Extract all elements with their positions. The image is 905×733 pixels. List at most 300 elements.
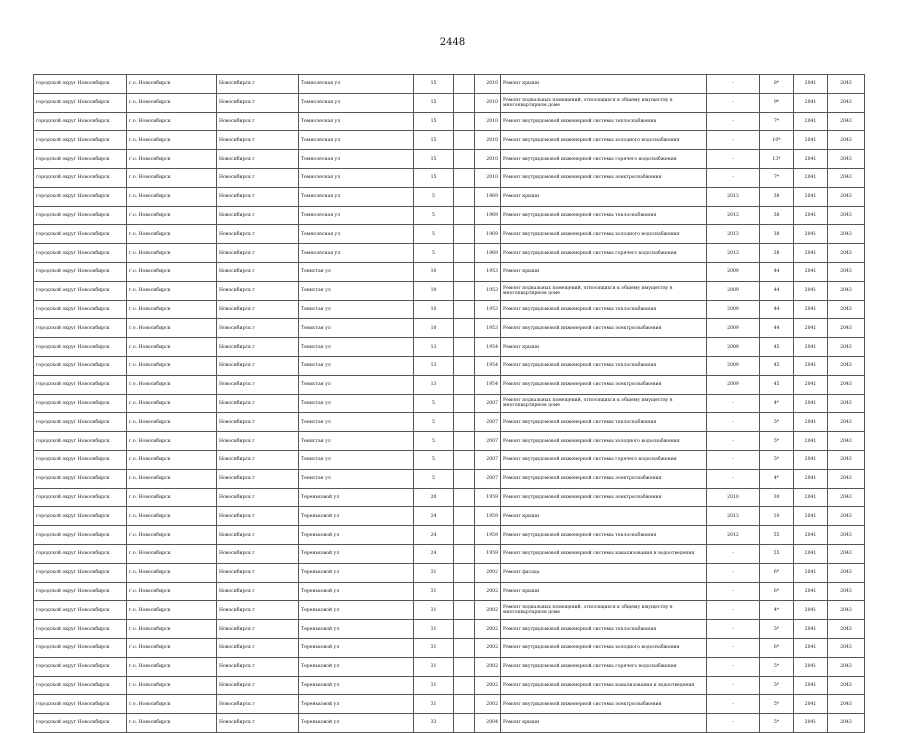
cell-build-year: 2010 [475,93,501,112]
cell-street: Тенистая ул [299,450,414,469]
cell-house: 10 [414,281,454,300]
cell-service-term: 5* [760,450,794,469]
cell-street: Темнолесная ул [299,244,414,263]
cell-house: 15 [414,131,454,150]
cell-building [454,394,475,413]
cell-city: г.о. Новосибирск [127,620,217,639]
cell-period-start: 2041 [794,281,828,300]
table-row [34,300,865,319]
cell-last-repair-year: - [707,544,760,563]
cell-okrug: городской округ Новосибирск [34,375,127,394]
cell-last-repair-year: - [707,638,760,657]
cell-settlement: Новосибирск г [217,375,299,394]
cell-okrug: городской округ Новосибирск [34,676,127,695]
cell-period-end: 2043 [828,281,865,300]
cell-city: г.о. Новосибирск [127,450,217,469]
cell-settlement: Новосибирск г [217,75,299,94]
cell-work-type: Ремонт внутридомовой инженерной системы теплоснабжения [501,413,707,432]
cell-building [454,187,475,206]
cell-settlement: Новосибирск г [217,563,299,582]
cell-street: Темнолесная ул [299,187,414,206]
cell-settlement: Новосибирск г [217,544,299,563]
cell-work-type: Ремонт внутридомовой инженерной системы теплоснабжения [501,356,707,375]
cell-period-end: 2043 [828,488,865,507]
cell-service-term: 4* [760,469,794,488]
cell-okrug: городской округ Новосибирск [34,93,127,112]
cell-build-year: 2002 [475,657,501,676]
cell-street: Темнолесная ул [299,206,414,225]
cell-work-type: Ремонт внутридомовой инженерной системы электроснабжения [501,168,707,187]
cell-building [454,676,475,695]
cell-building [454,488,475,507]
cell-period-end: 2043 [828,695,865,714]
cell-city: г.о. Новосибирск [127,676,217,695]
table-row [34,168,865,187]
cell-build-year: 1969 [475,206,501,225]
cell-build-year: 2002 [475,620,501,639]
cell-build-year: 1969 [475,244,501,263]
cell-work-type: Ремонт внутридомовой инженерной системы электроснабжения [501,695,707,714]
cell-period-end: 2043 [828,469,865,488]
cell-work-type: Ремонт внутридомовой инженерной системы холодного водоснабжения [501,131,707,150]
cell-city: г.о. Новосибирск [127,432,217,451]
cell-city: г.о. Новосибирск [127,526,217,545]
cell-house: 5 [414,225,454,244]
cell-build-year: 2002 [475,695,501,714]
cell-service-term: 38 [760,187,794,206]
cell-city: г.о. Новосибирск [127,300,217,319]
cell-okrug: городской округ Новосибирск [34,338,127,357]
cell-service-term: 45 [760,356,794,375]
cell-settlement: Новосибирск г [217,244,299,263]
cell-city: г.о. Новосибирск [127,638,217,657]
cell-build-year: 2002 [475,563,501,582]
cell-last-repair-year: - [707,150,760,169]
cell-last-repair-year: - [707,695,760,714]
table-row [34,93,865,112]
cell-last-repair-year: - [707,676,760,695]
cell-service-term: 6* [760,582,794,601]
cell-building [454,582,475,601]
cell-build-year: 2010 [475,131,501,150]
cell-period-end: 2043 [828,432,865,451]
cell-building [454,131,475,150]
table-row [34,676,865,695]
cell-house: 15 [414,168,454,187]
cell-build-year: 2002 [475,601,501,620]
cell-period-start: 2041 [794,582,828,601]
table-row [34,620,865,639]
cell-okrug: городской округ Новосибирск [34,131,127,150]
cell-last-repair-year: - [707,469,760,488]
cell-service-term: 45 [760,375,794,394]
cell-period-start: 2041 [794,131,828,150]
cell-okrug: городской округ Новосибирск [34,638,127,657]
cell-settlement: Новосибирск г [217,526,299,545]
cell-settlement: Новосибирск г [217,225,299,244]
cell-work-type: Ремонт внутридомовой инженерной системы горячего водоснабжения [501,450,707,469]
cell-okrug: городской округ Новосибирск [34,507,127,526]
cell-settlement: Новосибирск г [217,93,299,112]
cell-service-term: 5* [760,657,794,676]
cell-build-year: 1969 [475,187,501,206]
cell-street: Тенистая ул [299,300,414,319]
cell-work-type: Ремонт крыши [501,338,707,357]
cell-period-start: 2041 [794,75,828,94]
table-row [34,375,865,394]
cell-work-type: Ремонт фасада [501,563,707,582]
cell-period-end: 2043 [828,356,865,375]
cell-settlement: Новосибирск г [217,150,299,169]
cell-house: 31 [414,620,454,639]
cell-street: Тереньковой ул [299,657,414,676]
cell-build-year: 1954 [475,338,501,357]
cell-building [454,601,475,620]
table-row [34,75,865,94]
cell-city: г.о. Новосибирск [127,93,217,112]
cell-okrug: городской округ Новосибирск [34,206,127,225]
cell-house: 31 [414,582,454,601]
cell-okrug: городской округ Новосибирск [34,601,127,620]
cell-last-repair-year: 2009 [707,281,760,300]
cell-settlement: Новосибирск г [217,394,299,413]
cell-building [454,563,475,582]
table-row [34,714,865,733]
cell-build-year: 1953 [475,262,501,281]
cell-last-repair-year: - [707,450,760,469]
cell-work-type: Ремонт внутридомовой инженерной системы теплоснабжения [501,112,707,131]
cell-work-type: Ремонт крыши [501,507,707,526]
cell-building [454,206,475,225]
cell-settlement: Новосибирск г [217,695,299,714]
cell-period-start: 2041 [794,432,828,451]
cell-city: г.о. Новосибирск [127,225,217,244]
cell-build-year: 2002 [475,638,501,657]
cell-settlement: Новосибирск г [217,638,299,657]
cell-period-start: 2041 [794,168,828,187]
cell-period-start: 2041 [794,563,828,582]
cell-street: Тенистая ул [299,281,414,300]
cell-period-end: 2043 [828,638,865,657]
cell-last-repair-year: 2009 [707,338,760,357]
cell-period-start: 2041 [794,338,828,357]
cell-work-type: Ремонт внутридомовой инженерной системы канализования и водоотведения [501,676,707,695]
cell-period-start: 2041 [794,394,828,413]
cell-building [454,356,475,375]
cell-period-end: 2043 [828,150,865,169]
cell-house: 5 [414,394,454,413]
cell-city: г.о. Новосибирск [127,394,217,413]
cell-street: Тенистая ул [299,413,414,432]
cell-okrug: городской округ Новосибирск [34,300,127,319]
cell-okrug: городской округ Новосибирск [34,657,127,676]
table-row [34,131,865,150]
cell-city: г.о. Новосибирск [127,168,217,187]
cell-building [454,338,475,357]
table-row [34,394,865,413]
cell-street: Тенистая ул [299,262,414,281]
cell-house: 33 [414,714,454,733]
cell-period-end: 2043 [828,601,865,620]
cell-last-repair-year: - [707,112,760,131]
cell-service-term: 8* [760,75,794,94]
table-row [34,507,865,526]
cell-okrug: городской округ Новосибирск [34,225,127,244]
cell-service-term: 44 [760,262,794,281]
cell-house: 13 [414,338,454,357]
cell-period-end: 2043 [828,413,865,432]
cell-period-end: 2043 [828,620,865,639]
table-row [34,112,865,131]
table-row [34,244,865,263]
cell-settlement: Новосибирск г [217,469,299,488]
cell-okrug: городской округ Новосибирск [34,262,127,281]
cell-house: 5 [414,469,454,488]
table-row [34,413,865,432]
cell-build-year: 2010 [475,150,501,169]
cell-okrug: городской округ Новосибирск [34,150,127,169]
cell-period-end: 2043 [828,112,865,131]
cell-last-repair-year: 2013 [707,206,760,225]
cell-city: г.о. Новосибирск [127,563,217,582]
cell-building [454,714,475,733]
cell-last-repair-year: 2012 [707,526,760,545]
cell-work-type: Ремонт подвальных помещений, относящихся к общему имуществу в многоквартирном доме [501,281,707,300]
table-row [34,150,865,169]
cell-work-type: Ремонт внутридомовой инженерной системы теплоснабжения [501,300,707,319]
cell-period-end: 2043 [828,544,865,563]
table-row [34,262,865,281]
cell-street: Тереньковой ул [299,563,414,582]
cell-service-term: 7* [760,112,794,131]
cell-street: Темнолесная ул [299,131,414,150]
cell-house: 5 [414,244,454,263]
cell-work-type: Ремонт внутридомовой инженерной системы холодного водоснабжения [501,432,707,451]
table-row [34,657,865,676]
cell-period-start: 2041 [794,375,828,394]
cell-period-start: 2041 [794,657,828,676]
cell-settlement: Новосибирск г [217,206,299,225]
table-row [34,601,865,620]
cell-house: 31 [414,657,454,676]
cell-settlement: Новосибирск г [217,601,299,620]
cell-service-term: 5* [760,413,794,432]
cell-service-term: 9* [760,93,794,112]
cell-street: Темнолесная ул [299,168,414,187]
table-row [34,338,865,357]
cell-building [454,168,475,187]
cell-city: г.о. Новосибирск [127,206,217,225]
cell-last-repair-year: 2013 [707,187,760,206]
cell-street: Тереньковой ул [299,507,414,526]
cell-work-type: Ремонт внутридомовой инженерной системы теплоснабжения [501,526,707,545]
cell-house: 15 [414,112,454,131]
cell-last-repair-year: - [707,93,760,112]
cell-building [454,375,475,394]
cell-period-start: 2041 [794,507,828,526]
cell-house: 15 [414,150,454,169]
cell-street: Темнолесная ул [299,150,414,169]
cell-period-start: 2041 [794,695,828,714]
cell-okrug: городской округ Новосибирск [34,75,127,94]
cell-build-year: 2010 [475,168,501,187]
table-row [34,563,865,582]
cell-build-year: 2007 [475,469,501,488]
cell-period-end: 2043 [828,394,865,413]
cell-settlement: Новосибирск г [217,714,299,733]
cell-street: Тенистая ул [299,375,414,394]
table-row [34,526,865,545]
cell-settlement: Новосибирск г [217,356,299,375]
cell-service-term: 4* [760,394,794,413]
cell-service-term: 55 [760,544,794,563]
cell-period-end: 2043 [828,338,865,357]
cell-last-repair-year: 2009 [707,356,760,375]
cell-settlement: Новосибирск г [217,187,299,206]
cell-okrug: городской округ Новосибирск [34,394,127,413]
cell-street: Тенистая ул [299,394,414,413]
cell-house: 15 [414,93,454,112]
cell-building [454,281,475,300]
table-row [34,695,865,714]
cell-building [454,75,475,94]
cell-work-type: Ремонт внутридомовой инженерной системы горячего водоснабжения [501,657,707,676]
cell-street: Тереньковой ул [299,582,414,601]
cell-work-type: Ремонт подвальных помещений, относящихся к общему имуществу в многоквартирном доме [501,93,707,112]
cell-okrug: городской округ Новосибирск [34,469,127,488]
cell-work-type: Ремонт внутридомовой инженерной системы канализования и водоотведения [501,544,707,563]
cell-build-year: 2007 [475,432,501,451]
cell-street: Тенистая ул [299,319,414,338]
cell-okrug: городской округ Новосибирск [34,413,127,432]
cell-service-term: 5* [760,695,794,714]
cell-okrug: городской округ Новосибирск [34,112,127,131]
cell-service-term: 38 [760,225,794,244]
cell-build-year: 1953 [475,300,501,319]
cell-city: г.о. Новосибирск [127,338,217,357]
cell-period-start: 2041 [794,544,828,563]
cell-settlement: Новосибирск г [217,450,299,469]
cell-last-repair-year: - [707,394,760,413]
cell-period-end: 2043 [828,714,865,733]
cell-period-end: 2043 [828,507,865,526]
cell-street: Тереньковой ул [299,638,414,657]
page-number: 2448 [439,37,466,48]
cell-period-start: 2041 [794,413,828,432]
cell-okrug: городской округ Новосибирск [34,563,127,582]
cell-period-start: 2041 [794,262,828,281]
cell-service-term: 55 [760,526,794,545]
cell-okrug: городской округ Новосибирск [34,620,127,639]
cell-building [454,695,475,714]
cell-last-repair-year: - [707,620,760,639]
cell-settlement: Новосибирск г [217,620,299,639]
cell-house: 31 [414,563,454,582]
cell-last-repair-year: 2013 [707,507,760,526]
cell-period-start: 2041 [794,638,828,657]
cell-work-type: Ремонт крыши [501,75,707,94]
cell-city: г.о. Новосибирск [127,714,217,733]
table-row [34,206,865,225]
cell-period-end: 2043 [828,168,865,187]
cell-settlement: Новосибирск г [217,338,299,357]
cell-build-year: 1959 [475,488,501,507]
cell-period-end: 2043 [828,244,865,263]
cell-period-start: 2041 [794,187,828,206]
cell-house: 5 [414,413,454,432]
cell-house: 5 [414,450,454,469]
cell-city: г.о. Новосибирск [127,131,217,150]
cell-work-type: Ремонт крыши [501,714,707,733]
cell-service-term: 44 [760,319,794,338]
cell-building [454,112,475,131]
cell-work-type: Ремонт внутридомовой инженерной системы электроснабжения [501,319,707,338]
cell-service-term: 5* [760,620,794,639]
cell-service-term: 4* [760,601,794,620]
cell-house: 24 [414,526,454,545]
cell-settlement: Новосибирск г [217,262,299,281]
cell-last-repair-year: - [707,657,760,676]
cell-okrug: городской округ Новосибирск [34,582,127,601]
cell-house: 20 [414,488,454,507]
cell-period-start: 2041 [794,206,828,225]
table-row [34,638,865,657]
cell-period-end: 2043 [828,131,865,150]
cell-last-repair-year: - [707,413,760,432]
cell-service-term: 45 [760,338,794,357]
cell-build-year: 2002 [475,676,501,695]
cell-city: г.о. Новосибирск [127,187,217,206]
cell-settlement: Новосибирск г [217,112,299,131]
cell-okrug: городской округ Новосибирск [34,168,127,187]
cell-work-type: Ремонт внутридомовой инженерной системы электроснабжения [501,375,707,394]
cell-settlement: Новосибирск г [217,168,299,187]
cell-house: 5 [414,432,454,451]
cell-street: Тереньковой ул [299,488,414,507]
cell-street: Темнолесная ул [299,93,414,112]
cell-work-type: Ремонт крыши [501,262,707,281]
cell-street: Тенистая ул [299,432,414,451]
cell-street: Тереньковой ул [299,676,414,695]
cell-city: г.о. Новосибирск [127,150,217,169]
cell-service-term: 44 [760,300,794,319]
cell-period-start: 2041 [794,150,828,169]
cell-house: 13 [414,375,454,394]
table-row [34,488,865,507]
table-row [34,319,865,338]
cell-building [454,225,475,244]
cell-service-term: 5* [760,432,794,451]
cell-building [454,620,475,639]
cell-house: 24 [414,507,454,526]
cell-period-start: 2041 [794,112,828,131]
cell-service-term: 38 [760,206,794,225]
cell-last-repair-year: 2009 [707,319,760,338]
cell-building [454,150,475,169]
cell-house: 31 [414,638,454,657]
cell-house: 10 [414,262,454,281]
cell-period-start: 2041 [794,356,828,375]
cell-last-repair-year: - [707,75,760,94]
cell-service-term: 44 [760,281,794,300]
cell-building [454,526,475,545]
cell-period-start: 2041 [794,450,828,469]
cell-house: 31 [414,601,454,620]
cell-city: г.о. Новосибирск [127,244,217,263]
cell-build-year: 2002 [475,582,501,601]
cell-service-term: 7* [760,168,794,187]
cell-last-repair-year: 2009 [707,262,760,281]
